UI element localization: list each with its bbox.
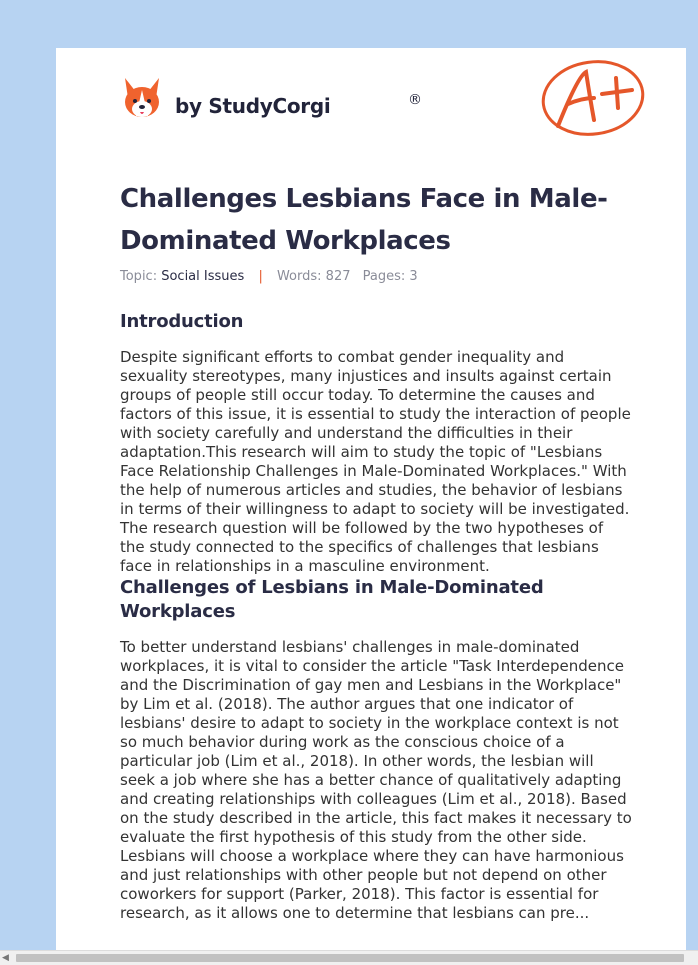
- grade-stamp-icon: [538, 58, 648, 140]
- horizontal-scrollbar[interactable]: [0, 950, 698, 965]
- section-text-introduction: Despite significant efforts to combat gender inequality and sexuality stereotypes, many injustices and insults against certain groups of people still occur today. To determine the causes and factors of this issue, it is essential to study the interaction of people with society carefully and understand the difficulties in their adaptation.This research will aim to study the topic of "Lesbians Face Relationship Challenges in Male-Dominated Workplaces." With the help of numerous articles and studies, the behavior of lesbians in terms of their willingness to adapt to society will be investigated. The research question will be followed by the two hypotheses of the study connected to the specifics of challenges that lesbians face in relationships in a masculine environment.: [120, 348, 631, 575]
- studycorgi-logo[interactable]: [122, 76, 422, 120]
- registered-mark: ®: [408, 92, 422, 108]
- corgi-logo-icon: [122, 76, 162, 120]
- section-heading-challenges: Challenges of Lesbians in Male-Dominated Workplaces: [120, 577, 544, 622]
- document-page: [56, 48, 686, 950]
- grade-text: A+: [538, 58, 540, 59]
- section-heading-introduction: Introduction: [120, 311, 244, 332]
- logo-text: by StudyCorgi: [175, 94, 331, 118]
- section-text-challenges: To better understand lesbians' challenges in male-dominated workplaces, it is vital to consider the article "Task Interdependence and the Discrimination of gay men and Lesbians in the Workplace" by Lim et al. (2018). The author argues that one indicator of lesbians' desire to adapt to society in the workplace context is not so much behavior during work as the conscious choice of a particular job (Lim et al., 2018). In other words, the lesbian will seek a job where she has a better chance of qualitatively adapting and creating relationships with colleagues (Lim et al., 2018). Based on the study described in the article, this fact makes it necessary to evaluate the first hypothesis of this study from the other side. Lesbians will choose a workplace where they can have harmonious and just relationships with other people but not depend on other coworkers for support (Parker, 2018). This factor is essential for research, as it allows one to determine that lesbians can pre...: [120, 638, 632, 922]
- topic-label: Topic:: [120, 269, 158, 284]
- word-count: Words: 827: [276, 269, 351, 284]
- scroll-left-arrow-icon[interactable]: ◀: [2, 953, 9, 963]
- page-count: Pages: 3: [362, 269, 418, 284]
- document-body: [120, 310, 632, 923]
- meta-separator: |: [258, 269, 263, 284]
- document-title: Challenges Lesbians Face in Male-Dominated Workplaces: [120, 184, 608, 256]
- document-meta: [120, 269, 418, 284]
- topic-link[interactable]: Social Issues: [161, 269, 245, 284]
- scrollbar-thumb[interactable]: [16, 954, 684, 962]
